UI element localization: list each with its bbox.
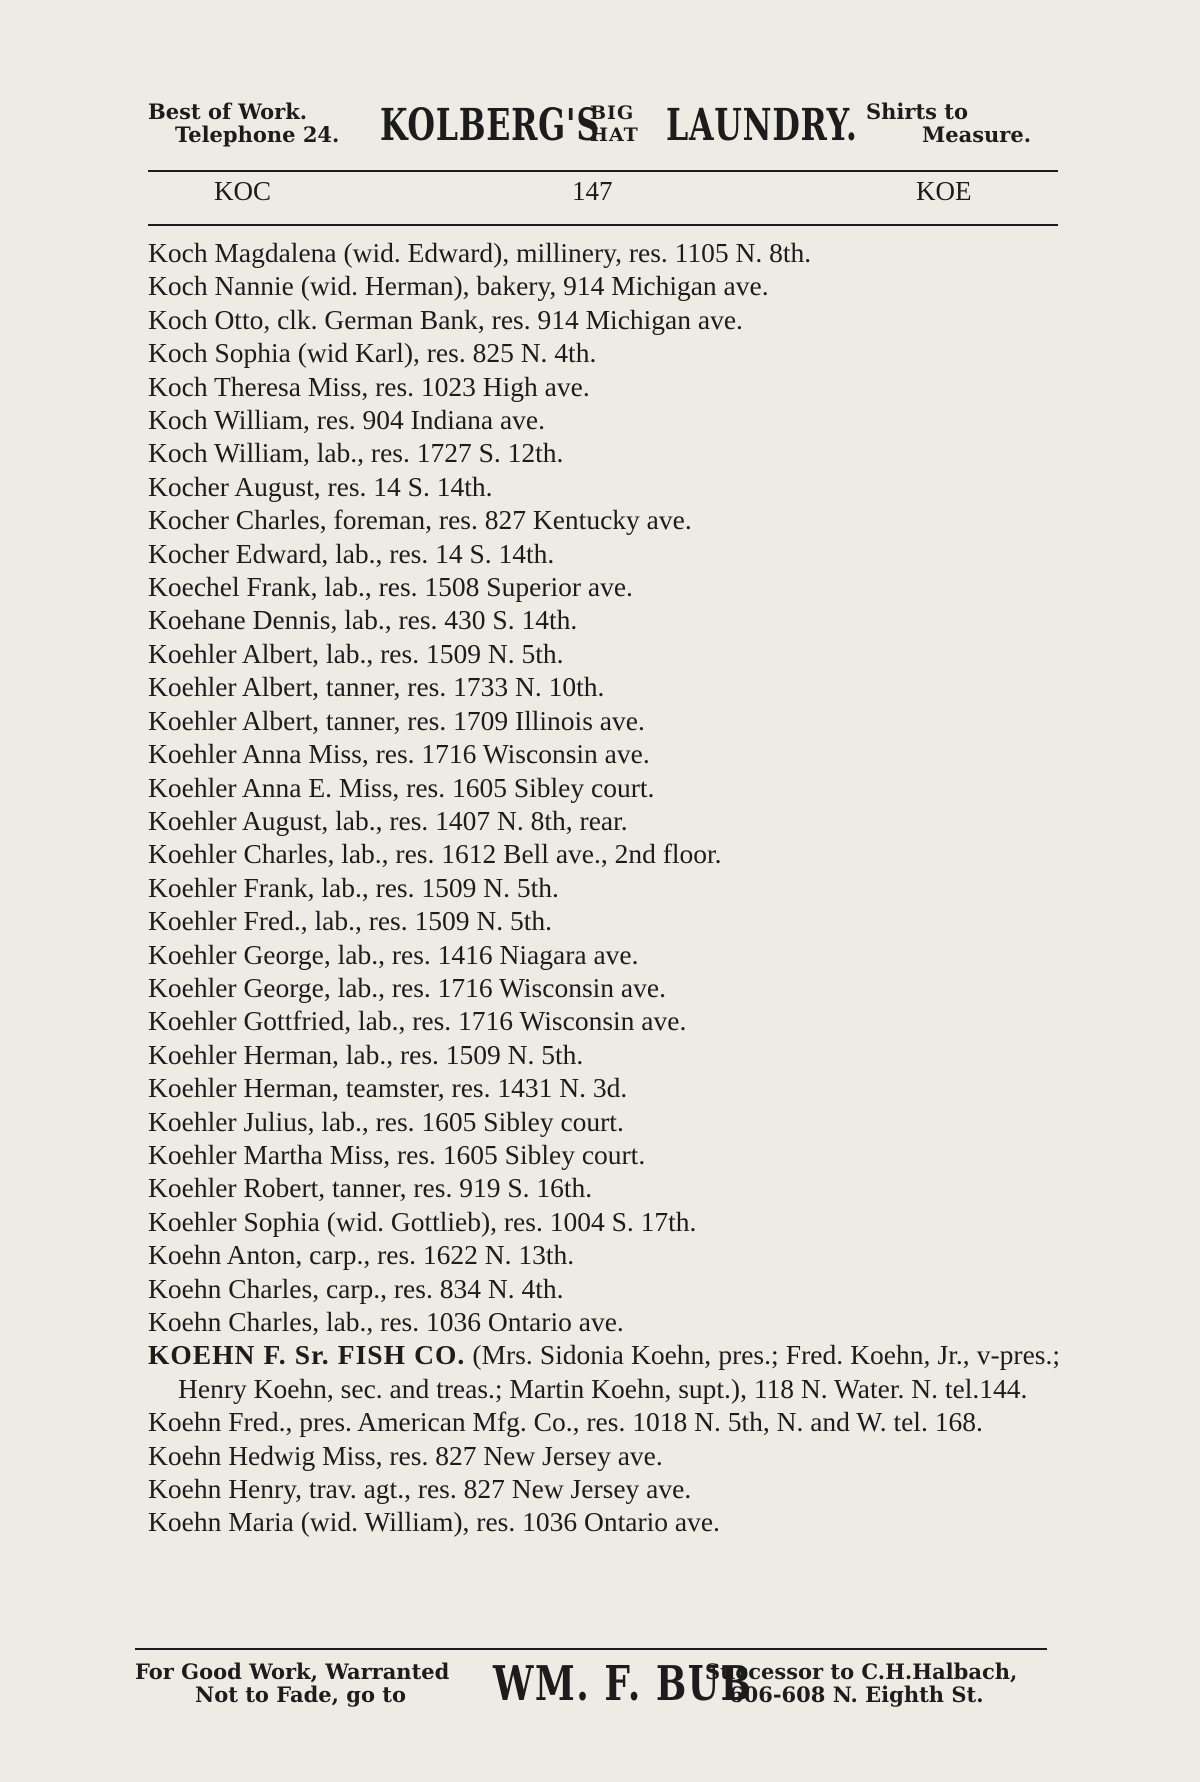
- directory-entry: Koehler Sophia (wid. Gottlieb), res. 1004 S. 17th.: [148, 1205, 697, 1237]
- directory-entry: Koehler Anna E. Miss, res. 1605 Sibley court.: [148, 771, 655, 803]
- directory-entry: Koehn Charles, lab., res. 1036 Ontario ave.: [148, 1306, 624, 1337]
- directory-entry: Koch William, lab., res. 1727 S. 12th.: [148, 437, 564, 469]
- directory-entry: Koehler George, lab., res. 1716 Wisconsin ave.: [148, 971, 666, 1003]
- directory-entry: Koechel Frank, lab., res. 1508 Superior ave.: [148, 571, 633, 603]
- directory-entry: Kocher Edward, lab., res. 14 S. 14th.: [148, 537, 555, 569]
- directory-entry: Kocher Charles, foreman, res. 827 Kentucky ave.: [148, 504, 692, 536]
- header-ad-right-text: [866, 100, 1031, 146]
- directory-entry: Koehn Maria (wid. William), res. 1036 Ontario ave.: [148, 1506, 720, 1538]
- directory-entry: Koehler Martha Miss, res. 1605 Sibley court.: [148, 1138, 646, 1170]
- directory-entry: Koehler Julius, lab., res. 1605 Sibley court.: [148, 1105, 624, 1137]
- header-ad-right-line2: Measure.: [922, 122, 1032, 147]
- header-ad-right-line1: Shirts to: [866, 99, 969, 124]
- featured-entry-name: KOEHN F. Sr. FISH CO.: [148, 1339, 466, 1371]
- directory-entry: Koehn Charles, carp., res. 834 N. 4th.: [148, 1272, 564, 1304]
- directory-entry: Kocher August, res. 14 S. 14th.: [148, 470, 493, 502]
- featured-directory-entry: [148, 1338, 1060, 1405]
- directory-entry: Koehler George, lab., res. 1416 Niagara ave.: [148, 938, 639, 970]
- running-head-left: KOC: [214, 176, 272, 206]
- directory-entry: Koehler Anna Miss, res. 1716 Wisconsin ave.: [148, 738, 650, 770]
- directory-entry: Koehler Fred., lab., res. 1509 N. 5th.: [148, 905, 553, 937]
- footer-ad-brand: WM. F. BUB: [493, 1656, 753, 1712]
- running-head-right: KOE: [916, 176, 972, 206]
- directory-entry: Koehn Anton, carp., res. 1622 N. 13th.: [148, 1239, 575, 1271]
- directory-entry: Koehn Hedwig Miss, res. 827 New Jersey ave.: [148, 1439, 663, 1471]
- directory-entry: Koch Theresa Miss, res. 1023 High ave.: [148, 370, 590, 402]
- header-rule-bottom: [148, 224, 1058, 226]
- footer-ad-left-line1: For Good Work, Warranted: [135, 1659, 450, 1684]
- header-advertisement: [148, 96, 1058, 156]
- directory-entry: Koch William, res. 904 Indiana ave.: [148, 404, 546, 436]
- directory-entry: Koehn Henry, trav. agt., res. 827 New Jersey ave.: [148, 1473, 692, 1505]
- directory-entry: Koehler Albert, tanner, res. 1733 N. 10th.: [148, 671, 605, 703]
- header-ad-big: BIG: [590, 102, 635, 124]
- directory-entry: Koehler August, lab., res. 1407 N. 8th, rear.: [148, 804, 628, 836]
- directory-entry: Koch Magdalena (wid. Edward), millinery, res. 1105 N. 8th.: [148, 237, 812, 268]
- directory-entry: Koehler Albert, lab., res. 1509 N. 5th.: [148, 637, 564, 669]
- footer-ad-right-line1: Successor to C.H.Halbach,: [705, 1659, 1018, 1684]
- header-ad-left-line2: Telephone 24.: [175, 122, 340, 147]
- directory-entry: Koehler Charles, lab., res. 1612 Bell ave., 2nd floor.: [148, 838, 722, 870]
- header-ad-big-hat: [590, 102, 639, 146]
- footer-rule: [135, 1648, 1047, 1650]
- header-ad-left-line1: Best of Work.: [148, 99, 308, 124]
- directory-entry: Koehler Robert, tanner, res. 919 S. 16th.: [148, 1172, 593, 1204]
- header-ad-hat: HAT: [590, 124, 639, 146]
- directory-entry: Koehler Herman, teamster, res. 1431 N. 3d.: [148, 1072, 628, 1104]
- header-ad-laundry: LAUNDRY.: [666, 100, 858, 151]
- header-ad-left-text: [148, 100, 339, 146]
- footer-advertisement: [135, 1656, 1047, 1716]
- footer-ad-right-text: [705, 1660, 1017, 1706]
- directory-entry: Koehane Dennis, lab., res. 430 S. 14th.: [148, 604, 578, 636]
- directory-entry: Koehn Fred., pres. American Mfg. Co., res. 1018 N. 5th, N. and W. tel. 168.: [148, 1406, 983, 1438]
- featured-entry-text: (Mrs. Sidonia Koehn, pres.; Fred. Koehn, Jr., v-pres.; Henry Koehn, sec. and treas.; Martin Koehn, supt.), 118 N. Water. N. tel.144.: [178, 1339, 1060, 1404]
- footer-ad-right-line2: 606-608 N. Eighth St.: [729, 1682, 984, 1707]
- header-rule-top: [148, 170, 1058, 172]
- directory-entry: Koehler Frank, lab., res. 1509 N. 5th.: [148, 871, 559, 903]
- footer-ad-left-line2: Not to Fade, go to: [195, 1682, 406, 1707]
- directory-entry: Koch Sophia (wid Karl), res. 825 N. 4th.: [148, 337, 597, 369]
- directory-entry: Koch Otto, clk. German Bank, res. 914 Michigan ave.: [148, 303, 743, 335]
- footer-ad-left-text: [135, 1660, 449, 1706]
- header-ad-brand: KOLBERG'S: [380, 100, 600, 151]
- directory-entries: [148, 236, 1060, 1539]
- directory-entry: Koch Nannie (wid. Herman), bakery, 914 Michigan ave.: [148, 270, 769, 302]
- directory-entry: Koehler Albert, tanner, res. 1709 Illinois ave.: [148, 704, 645, 736]
- directory-entry: Koehler Gottfried, lab., res. 1716 Wisconsin ave.: [148, 1005, 687, 1037]
- running-head: [148, 176, 1058, 216]
- directory-entry: Koehler Herman, lab., res. 1509 N. 5th.: [148, 1038, 584, 1070]
- page-number: 147: [572, 176, 613, 206]
